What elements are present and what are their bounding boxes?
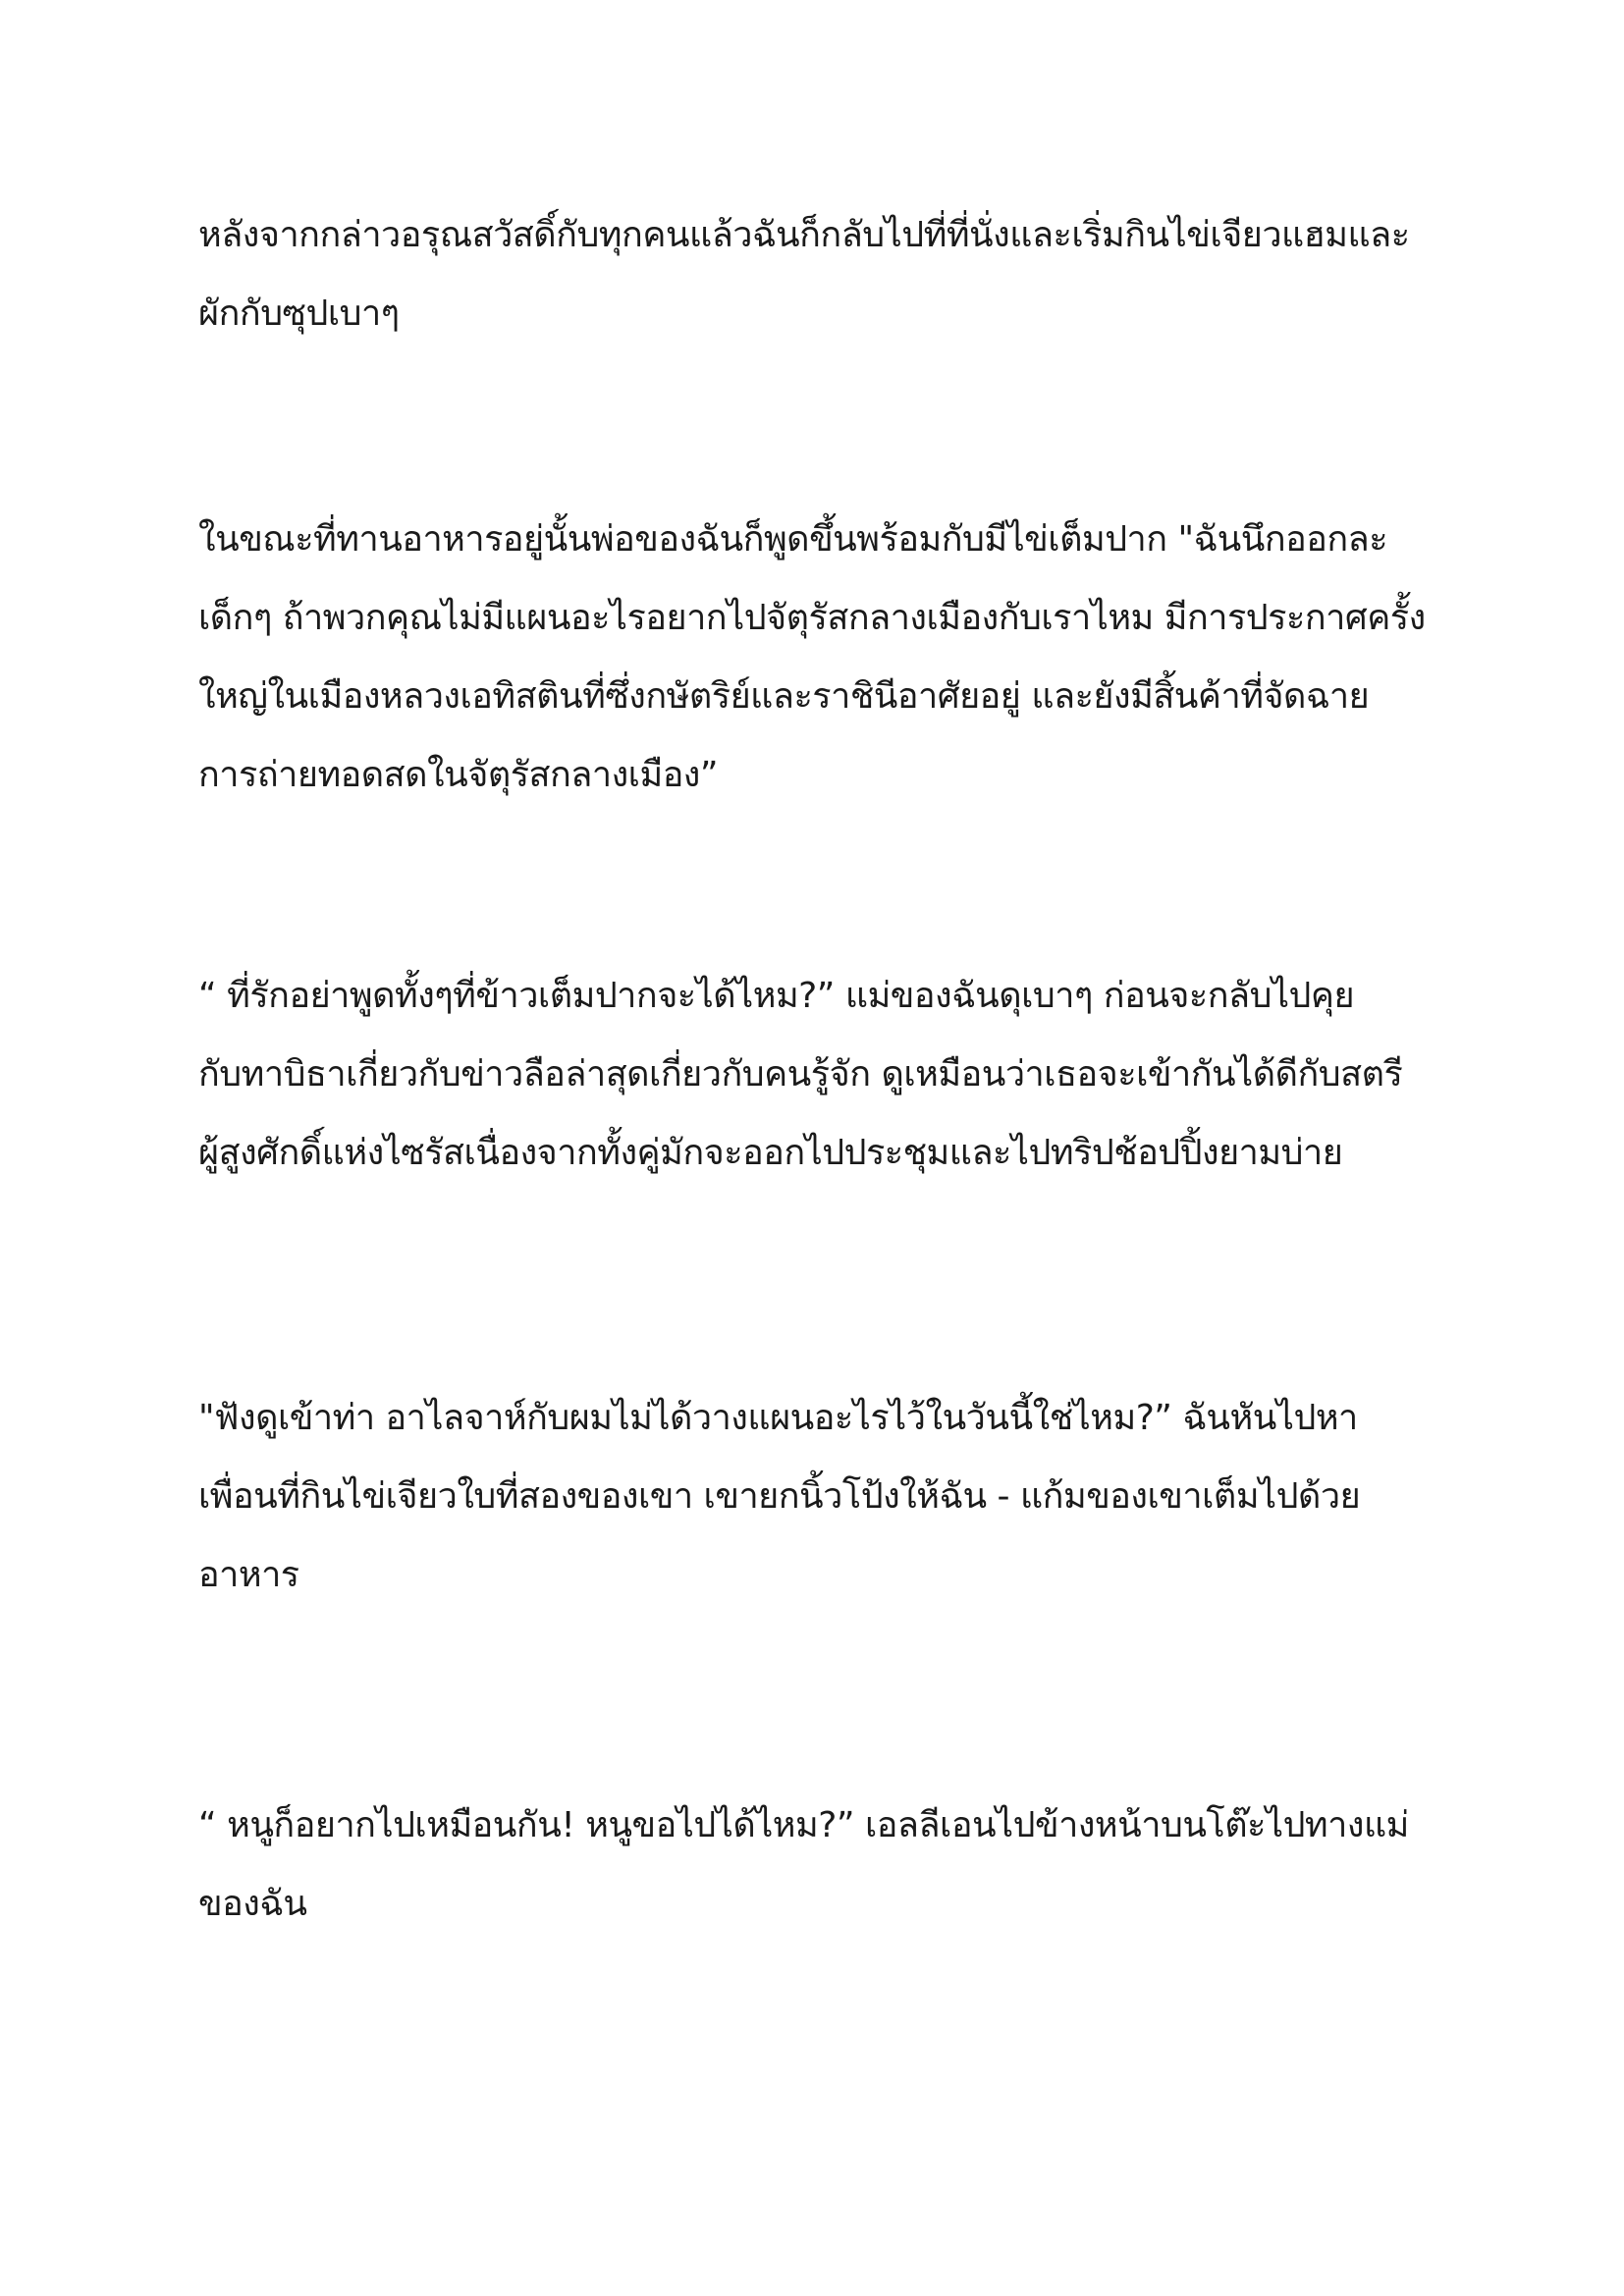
- paragraph-line: กับทาบิธาเกี่ยวกับข่าวลือล่าสุดเกี่ยวกับคนรู้จัก ดูเหมือนว่าเธอจะเข้ากันได้ดีกับสตรี: [198, 1054, 1403, 1095]
- paragraph-line: “ ที่รักอย่าพูดทั้งๆที่ข้าวเต็มปากจะได้ไหม?” แม่ของฉันดุเบาๆ ก่อนจะกลับไปคุย: [198, 976, 1355, 1016]
- paragraph-line: "ฟังดูเข้าท่า อาไลจาห์กับผมไม่ได้วางแผนอะไรไว้ในวันนี้ใช่ไหม?” ฉันหันไปหา: [198, 1398, 1358, 1438]
- paragraph-3: [198, 957, 1494, 1193]
- paragraph-line: ใหญ่ในเมืองหลวงเอทิสตินที่ซึ่งกษัตริย์และราชินีอาศัยอยู่ และยังมีสิ้นค้าที่จัดฉาย: [198, 676, 1370, 717]
- paragraph-line: ในขณะที่ทานอาหารอยู่นั้นพ่อของฉันก็พูดขึ้นพร้อมกับมีไข่เต็มปาก "ฉันนึกออกละ: [198, 519, 1388, 560]
- paragraph-line: ของฉัน: [198, 1884, 307, 1924]
- paragraph-line: การถ่ายทอดสดในจัตุรัสกลางเมือง”: [198, 755, 719, 795]
- paragraph-line: เด็กๆ ถ้าพวกคุณไม่มีแผนอะไรอยากไปจัตุรัสกลางเมืองกับเราไหม มีการประกาศครั้ง: [198, 598, 1426, 638]
- paragraph-5: [198, 1787, 1494, 1944]
- paragraph-4: [198, 1379, 1494, 1615]
- paragraph-line: ผู้สูงศักดิ์แห่งไซรัสเนื่องจากทั้งคู่มักจะออกไปประชุมและไปทริปช้อปปิ้งยามบ่าย: [198, 1133, 1343, 1173]
- paragraph-1: [198, 196, 1494, 353]
- paragraph-line: ผักกับซุปเบาๆ: [198, 294, 400, 334]
- paragraph-line: หลังจากกล่าวอรุณสวัสดิ์กับทุกคนแล้วฉันก็กลับไปที่ที่นั่งและเริ่มกินไข่เจียวแฮมและ: [198, 215, 1410, 255]
- paragraph-line: อาหาร: [198, 1555, 299, 1595]
- paragraph-line: เพื่อนที่กินไข่เจียวใบที่สองของเขา เขายกนิ้วโป้งให้ฉัน - แก้มของเขาเต็มไปด้วย: [198, 1476, 1361, 1517]
- paragraph-line: “ หนูก็อยากไปเหมือนกัน! หนูขอไปได้ไหม?” เอลลีเอนไปข้างหน้าบนโต๊ะไปทางแม่: [198, 1805, 1409, 1845]
- paragraph-2: [198, 501, 1494, 815]
